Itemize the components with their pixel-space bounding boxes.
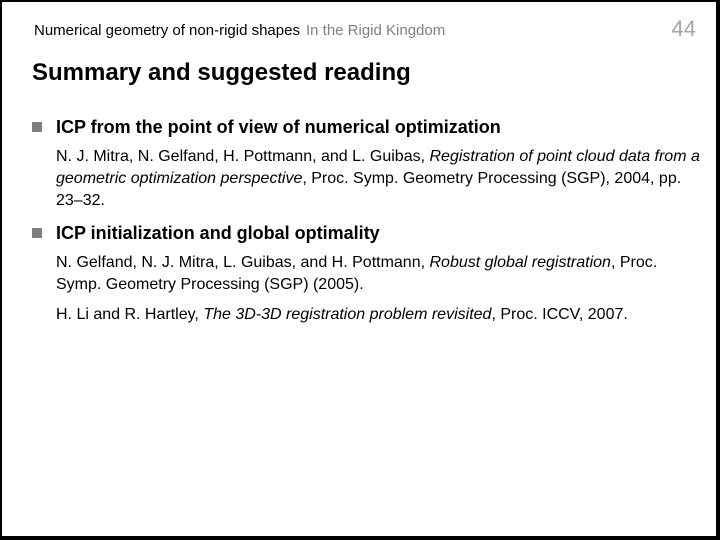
reference-entry (56, 304, 700, 326)
reference-authors: H. Li and R. Hartley, (56, 306, 204, 323)
page-number: 44 (671, 16, 696, 41)
reference-entry (56, 252, 700, 296)
square-bullet-icon (32, 228, 42, 238)
course-title: Numerical geometry of non-rigid shapes (34, 22, 300, 39)
slide-header (34, 22, 445, 40)
reference-title: The 3D-3D registration problem revisited (203, 306, 492, 323)
reference-authors: N. Gelfand, N. J. Mitra, L. Guibas, and H. Pottmann, (56, 254, 430, 271)
bullet-text: ICP initialization and global optimality (56, 223, 380, 243)
reference-venue: , Proc. Symp. Geometry Processing (SGP) (2005). (56, 254, 658, 293)
slide-title: Summary and suggested reading (32, 59, 411, 86)
reference-venue: , Proc. ICCV, 2007. (491, 306, 628, 323)
bullet-item (28, 222, 700, 244)
bullet-item (28, 116, 700, 138)
slide-content (28, 116, 700, 326)
section-title: In the Rigid Kingdom (305, 22, 446, 39)
bullet-text: ICP from the point of view of numerical optimization (56, 117, 501, 137)
reference-venue: , Proc. Symp. Geometry Processing (SGP), 2004, pp. 23–32. (56, 170, 682, 209)
reference-entry (56, 146, 700, 212)
reference-authors: N. J. Mitra, N. Gelfand, H. Pottmann, and L. Guibas, (56, 148, 430, 165)
square-bullet-icon (32, 122, 42, 132)
reference-title: Robust global registration (429, 254, 611, 271)
reference-title: Registration of point cloud data from a geometric optimization perspective (56, 148, 700, 187)
slide (2, 2, 716, 536)
